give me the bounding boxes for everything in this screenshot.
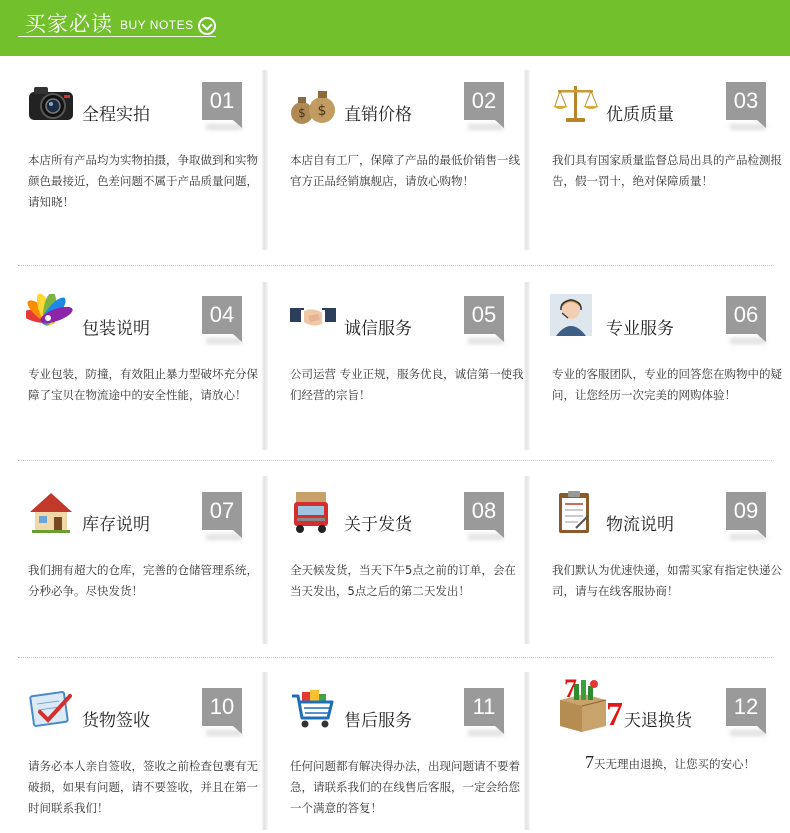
card-title: 库存说明: [82, 515, 150, 535]
card-10: [20, 682, 270, 833]
card-number-badge: 05: [464, 296, 504, 334]
card-number-badge: 01: [202, 82, 242, 120]
handshake-icon: [288, 294, 338, 340]
shopping-cart-icon: [288, 686, 338, 732]
number-seven: 7: [585, 752, 594, 772]
card-number-badge: 02: [464, 82, 504, 120]
card-07: [20, 486, 270, 671]
camera-icon: [26, 80, 76, 126]
page-subtitle: BUY NOTES: [120, 18, 194, 32]
card-title: 关于发货: [344, 515, 412, 535]
card-title: 包装说明: [82, 319, 150, 339]
card-title: 天退换货: [624, 711, 692, 731]
svg-text:$: $: [298, 106, 306, 120]
row-divider: [18, 265, 772, 266]
card-description: 全天候发货，当天下午5点之前的订单，会在当天发出，5点之后的第二天发出！: [290, 563, 516, 598]
card-title: 物流说明: [606, 515, 674, 535]
card-08: [282, 486, 532, 671]
money-bags-icon: [288, 80, 338, 126]
card-description: 我们拥有超大的仓库，完善的仓储管理系统，分秒必争。尽快发货！: [28, 563, 258, 598]
card-11: [282, 682, 532, 833]
card-title: 直销价格: [344, 105, 412, 125]
card-01: [20, 76, 270, 261]
card-number-badge: 09: [726, 492, 766, 530]
gift-box-icon: [554, 676, 612, 732]
card-number-badge: 11: [464, 688, 504, 726]
number-seven-small: 7: [564, 674, 577, 703]
card-title: 售后服务: [344, 711, 412, 731]
card-title: 全程实拍: [82, 105, 150, 125]
card-description: 我们具有国家质量监督总局出具的产品检测报告，假一罚十，绝对保障质量！: [552, 153, 782, 188]
card-number-badge: 12: [726, 688, 766, 726]
card-description: 任何问题都有解决得办法，出现问题请不要着急，请联系我们的在线售后客服，一定会给您一个满意的答复！: [290, 759, 520, 815]
card-description: 请务必本人亲自签收，签收之前检查包裹有无破损，如果有问题，请不要签收，并且在第一时间联系我们！: [28, 759, 258, 815]
card-04: [20, 290, 270, 475]
warehouse-house-icon: [26, 490, 76, 536]
card-number-badge: 08: [464, 492, 504, 530]
card-number-badge: 07: [202, 492, 242, 530]
check-sign-icon: [26, 686, 76, 732]
card-description-text: 天无理由退换，让您买的安心！: [594, 757, 755, 771]
header-wave-edge: [0, 40, 790, 60]
card-05: [282, 290, 532, 475]
card-02: [282, 76, 532, 261]
card-title: 诚信服务: [344, 319, 412, 339]
card-06: [544, 290, 790, 475]
card-03: [544, 76, 790, 261]
card-description: 我们默认为优速快递，如需买家有指定快递公司，请与在线客服协商！: [552, 563, 782, 598]
svg-text:$: $: [317, 103, 327, 119]
card-description: 公司运营 专业正规，服务优良，诚信第一使我们经营的宗旨！: [290, 367, 524, 402]
card-number-badge: 10: [202, 688, 242, 726]
card-number-badge: 06: [726, 296, 766, 334]
truck-icon: [288, 490, 338, 536]
card-description: 专业包装，防撞，有效阻止暴力型破坏充分保障了宝贝在物流途中的安全性能，请放心！: [28, 367, 258, 402]
clipboard-icon: [550, 490, 600, 536]
number-seven-large: 7: [606, 696, 623, 733]
scales-icon: [550, 80, 600, 126]
card-number-badge: 03: [726, 82, 766, 120]
header-underline: [18, 36, 216, 37]
page-title: 买家必读: [25, 12, 113, 36]
card-description: [552, 752, 788, 775]
card-description: 专业的客服团队，专业的回答您在购物中的疑问，让您经历一次完美的网购体验！: [552, 367, 782, 402]
card-09: [544, 486, 790, 671]
color-wheel-icon: [26, 294, 76, 340]
chevron-down-icon[interactable]: [198, 17, 216, 35]
card-number-badge: 04: [202, 296, 242, 334]
customer-service-icon: [550, 294, 600, 340]
card-description: 本店自有工厂，保障了产品的最低价销售一线官方正品经销旗舰店，请放心购物！: [290, 153, 520, 188]
card-title: 货物签收: [82, 711, 150, 731]
card-description: 本店所有产品均为实物拍摄，争取做到和实物颜色最接近，色差问题不属于产品质量问题，请知晓！: [28, 153, 258, 209]
card-title: 优质质量: [606, 105, 674, 125]
card-title: 专业服务: [606, 319, 674, 339]
card-12: [544, 676, 790, 833]
